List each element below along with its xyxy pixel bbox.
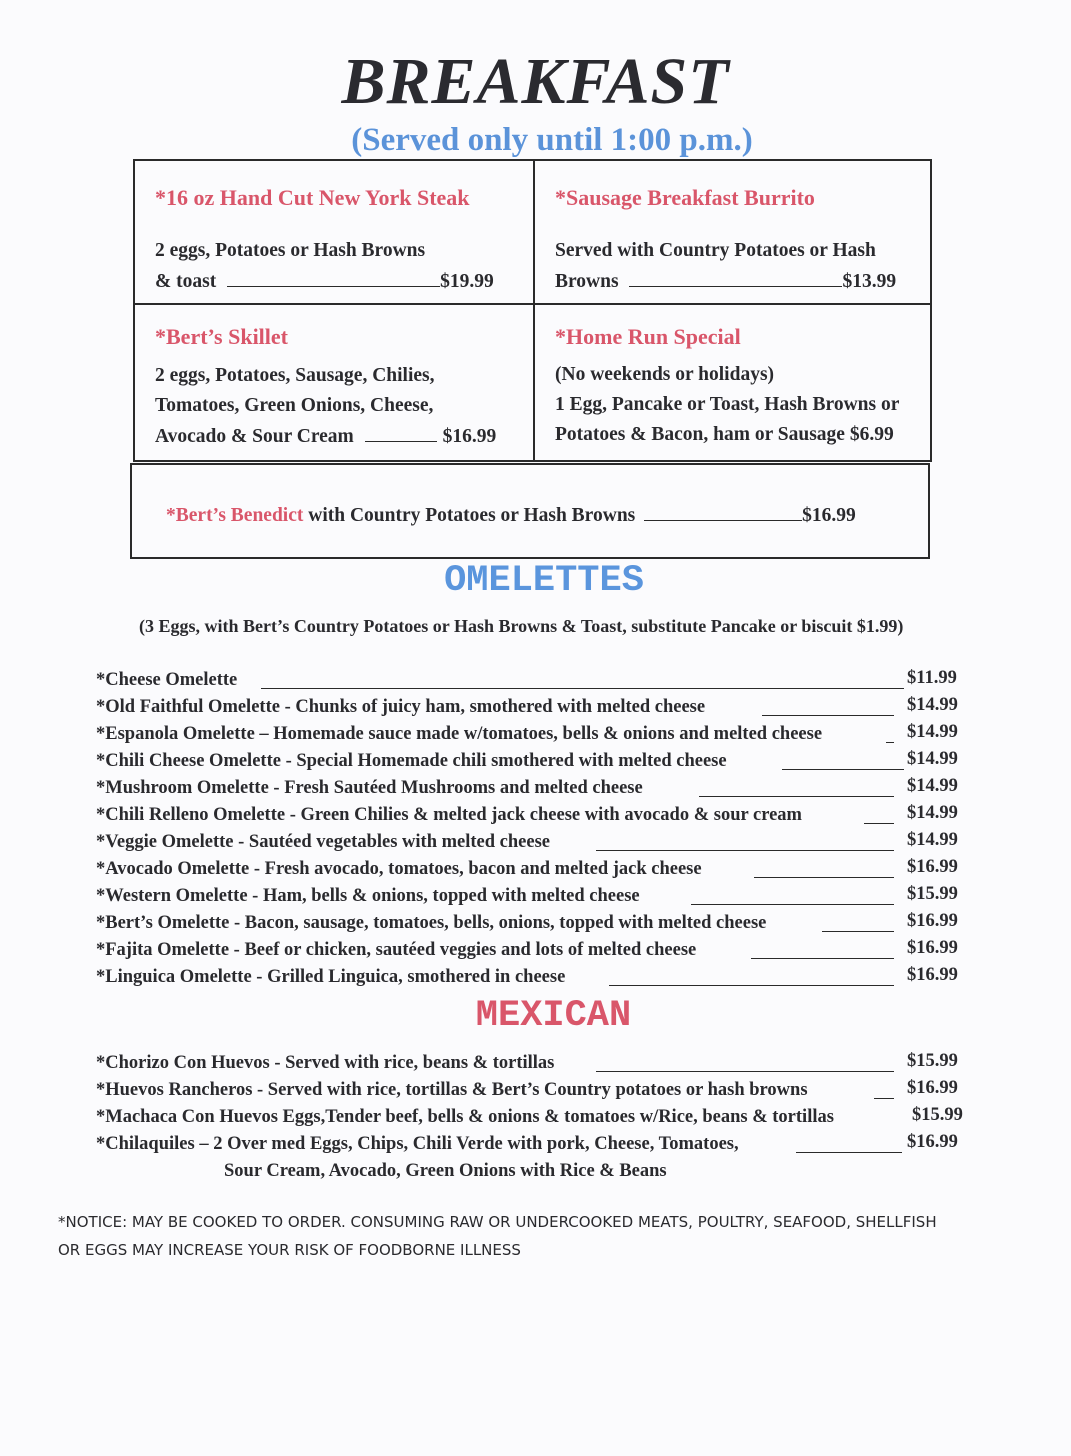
special-title: *Home Run Special [555, 324, 741, 349]
leader-line [782, 769, 904, 770]
leader-line [874, 1098, 894, 1099]
leader-line [796, 1152, 902, 1153]
food-safety-notice [58, 1208, 1018, 1264]
mexican-item-price: $16.99 [907, 1132, 958, 1152]
leader-line [596, 1071, 894, 1072]
menu-subtitle: (Served only until 1:00 p.m.) [351, 122, 753, 158]
omelette-item-price: $14.99 [907, 722, 958, 742]
special-desc: 2 eggs, Potatoes or Hash Browns [155, 240, 426, 261]
special-desc: 1 Egg, Pancake or Toast, Hash Browns or [555, 394, 900, 415]
leader-line [644, 500, 802, 521]
leader-line [822, 931, 894, 932]
omelette-item-text: *Mushroom Omelette - Fresh Sautéed Mushrooms and melted cheese [96, 778, 643, 798]
benedict-line [166, 500, 856, 527]
omelette-item-price: $14.99 [907, 749, 958, 769]
mexican-item-price: $16.99 [907, 1078, 958, 1098]
special-desc: Avocado & Sour Cream [155, 426, 354, 447]
omelette-item-text: *Old Faithful Omelette - Chunks of juicy ham, smothered with melted cheese [96, 697, 706, 717]
leader-line [762, 715, 894, 716]
omelette-item-price: $11.99 [907, 668, 957, 688]
notice-line: OR EGGS MAY INCREASE YOUR RISK OF FOODBORNE ILLNESS [58, 1241, 521, 1259]
mexican-item-text: *Chilaquiles – 2 Over med Eggs, Chips, Chili Verde with pork, Cheese, Tomatoes, [96, 1134, 739, 1154]
special-price: $13.99 [842, 271, 897, 292]
special-price: $19.99 [440, 271, 494, 292]
grid-divider-vertical [533, 161, 535, 460]
omelette-item-text: *Cheese Omelette [96, 670, 238, 690]
mexican-item-text: *Machaca Con Huevos Eggs,Tender beef, bells & onions & tomatoes w/Rice, beans & tortillas [96, 1107, 834, 1127]
omelette-item-price: $16.99 [907, 965, 958, 985]
menu-title: BREAKFAST [341, 45, 730, 118]
grid-divider-horizontal [135, 303, 930, 305]
special-price: $16.99 [442, 426, 497, 447]
omelette-item-text: *Linguica Omelette - Grilled Linguica, smothered in cheese [96, 967, 566, 987]
special-desc: Potatoes & Bacon, ham or Sausage [555, 424, 845, 445]
omelette-item-price: $16.99 [907, 911, 958, 931]
leader-line [751, 958, 894, 959]
leader-line [754, 877, 894, 878]
leader-line [629, 266, 842, 287]
benedict-title: *Bert’s Benedict [166, 505, 304, 526]
mexican-heading: MEXICAN [475, 995, 632, 1037]
omelette-item-price: $14.99 [907, 695, 958, 715]
leader-line [691, 904, 894, 905]
mexican-item-price: $15.99 [907, 1051, 958, 1071]
special-price-line [555, 266, 925, 297]
omelette-item-price: $14.99 [907, 830, 958, 850]
omelette-item-text: *Avocado Omelette - Fresh avocado, tomatoes, bacon and melted jack cheese [96, 859, 702, 879]
leader-line [227, 266, 440, 287]
omelette-item-text: *Fajita Omelette - Beef or chicken, sautéed veggies and lots of melted cheese [96, 940, 697, 960]
omelette-item-price: $16.99 [907, 938, 958, 958]
mexican-item-text: *Huevos Rancheros - Served with rice, tortillas & Bert’s Country potatoes or hash browns [96, 1080, 808, 1100]
omelette-item-text: *Chili Cheese Omelette - Special Homemade chili smothered with melted cheese [96, 751, 727, 771]
omelette-item-price: $14.99 [907, 776, 958, 796]
benedict-box [130, 463, 930, 559]
special-price-line [155, 421, 525, 452]
benedict-price: $16.99 [802, 505, 856, 526]
leader-line [864, 823, 894, 824]
omelette-item-price: $14.99 [907, 803, 958, 823]
benedict-desc: with Country Potatoes or Hash Browns [303, 505, 636, 526]
omelette-item-text: *Espanola Omelette – Homemade sauce made w/tomatoes, bells & onions and melted cheese [96, 724, 823, 744]
chilaquiles-continuation: Sour Cream, Avocado, Green Onions with Rice & Beans [224, 1161, 667, 1181]
special-steak [155, 183, 525, 297]
leader-line [886, 742, 894, 743]
special-desc: (No weekends or holidays) [555, 364, 775, 385]
special-desc: & toast [155, 271, 217, 292]
special-price-line [155, 266, 525, 297]
special-home-run [555, 322, 933, 450]
special-burrito [555, 183, 925, 297]
leader-line [261, 688, 904, 689]
specials-grid [133, 159, 932, 462]
omelette-item-price: $15.99 [907, 884, 958, 904]
special-price-line [555, 420, 933, 450]
special-price: $6.99 [849, 424, 894, 445]
special-desc: Browns [555, 271, 619, 292]
omelette-item-text: *Veggie Omelette - Sautéed vegetables with melted cheese [96, 832, 550, 852]
omelette-item-text: *Western Omelette - Ham, bells & onions, topped with melted cheese [96, 886, 640, 906]
omelette-item-price: $16.99 [907, 857, 958, 877]
leader-line [609, 985, 894, 986]
omelette-item-text: *Bert’s Omelette - Bacon, sausage, tomatoes, bells, onions, topped with melted cheese [96, 913, 767, 933]
mexican-item-text: *Chorizo Con Huevos - Served with rice, beans & tortillas [96, 1053, 555, 1073]
special-desc: Served with Country Potatoes or Hash [555, 240, 876, 261]
omelettes-heading: OMELETTES [444, 560, 644, 602]
notice-line: *NOTICE: MAY BE COOKED TO ORDER. CONSUMING RAW OR UNDERCOOKED MEATS, POULTRY, SEAFOOD, SHELLFISH [58, 1213, 937, 1231]
leader-line [365, 421, 437, 442]
omelettes-note: (3 Eggs, with Bert’s Country Potatoes or Hash Browns & Toast, substitute Pancake or biscuit $1.99) [139, 616, 904, 636]
special-title: *Bert’s Skillet [155, 324, 288, 349]
special-title: *Sausage Breakfast Burrito [555, 185, 815, 210]
omelette-item-text: *Chili Relleno Omelette - Green Chilies & melted jack cheese with avocado & sour cream [96, 805, 802, 825]
special-title: *16 oz Hand Cut New York Steak [155, 185, 470, 210]
leader-line [596, 850, 894, 851]
special-desc: Tomatoes, Green Onions, Cheese, [155, 395, 434, 416]
special-skillet [155, 322, 525, 452]
leader-line [699, 796, 894, 797]
mexican-item-price: $15.99 [912, 1105, 963, 1125]
special-desc: 2 eggs, Potatoes, Sausage, Chilies, [155, 365, 435, 386]
